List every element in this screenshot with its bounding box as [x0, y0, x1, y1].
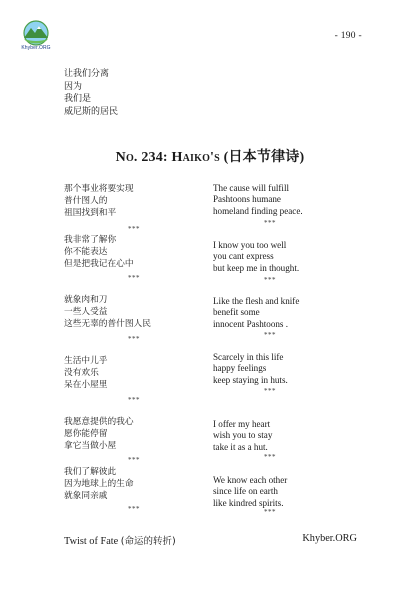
stanza-separator: *** [264, 331, 276, 339]
stanza-separator: *** [128, 396, 140, 404]
chinese-line: 呆在小屋里 [64, 380, 108, 390]
english-line: take it as a hut. [213, 441, 268, 452]
chinese-line: 一些人受益 [64, 307, 108, 317]
intro-line: 我们是 [64, 94, 92, 104]
chinese-line: 就象同亲戚 [64, 491, 108, 501]
english-line: Like the flesh and knife [213, 296, 300, 306]
intro-stanza [64, 68, 118, 118]
stanza-separator: *** [264, 219, 276, 227]
stanza-separator: *** [264, 276, 276, 284]
stanza-chinese [64, 416, 134, 452]
stanza-separator: *** [264, 387, 276, 395]
english-line: happy feelings [213, 363, 267, 374]
stanza-chinese [64, 466, 134, 502]
footer-title-english: Twist of Fate [64, 536, 121, 547]
english-line: homeland finding peace. [213, 205, 303, 216]
footer-site-name: Khyber.ORG [302, 533, 357, 544]
poem-title [0, 146, 420, 166]
stanza-english [213, 296, 299, 330]
title-number: No. 234: [115, 150, 172, 165]
chinese-line: 生活中儿乎 [64, 356, 108, 366]
english-line: wish you to stay [213, 430, 273, 441]
logo-text: Khyber.ORG [21, 45, 51, 51]
stanza-english [213, 475, 287, 509]
stanza-separator: *** [128, 505, 140, 513]
english-line: keep staying in huts. [213, 374, 288, 385]
intro-line: 因为 [64, 81, 83, 92]
khyber-logo [15, 20, 57, 52]
page-number: - 190 - [334, 31, 362, 41]
chinese-line: 我愿意提供的我心 [64, 417, 134, 427]
stanza-english [213, 419, 272, 453]
footer-title-chinese: (命运的转折) [120, 536, 176, 547]
english-line: I know you too well [213, 240, 287, 250]
chinese-line: 你不能表达 [64, 247, 108, 257]
intro-line: 让我们分离 [64, 69, 110, 79]
chinese-line: 普什图人的 [64, 196, 108, 206]
chinese-line: 因为地球上的生命 [64, 479, 134, 489]
chinese-line: 我们了解彼此 [64, 467, 117, 477]
english-line: The cause will fulfill [213, 183, 290, 193]
chinese-line: 我非常了解你 [64, 235, 117, 245]
english-line: I offer my heart [213, 419, 271, 429]
english-line: innocent Pashtoons . [213, 318, 289, 329]
intro-line: 威尼斯的居民 [64, 106, 119, 117]
footer-book-title [64, 533, 176, 547]
stanza-chinese [64, 183, 134, 219]
english-line: benefit some [213, 307, 260, 318]
stanza-chinese [64, 234, 134, 270]
stanza-separator: *** [264, 508, 276, 516]
english-line: since life on earth [213, 486, 278, 497]
stanza-separator: *** [264, 453, 276, 461]
chinese-line: 没有欢乐 [64, 368, 99, 378]
stanza-english [213, 183, 303, 217]
english-line: Pashtoons humane [213, 194, 281, 205]
english-line: you cant express [213, 251, 274, 262]
chinese-line: 愿你能停留 [64, 429, 108, 439]
chinese-line: 这些无辜的普什图人民 [64, 319, 151, 329]
chinese-line: 祖国找到和平 [64, 208, 117, 218]
chinese-line: 就象肉和刀 [64, 295, 108, 305]
title-chinese: (日本节律诗) [219, 150, 305, 165]
english-line: like kindred spirits. [213, 497, 284, 508]
english-line: We know each other [213, 475, 288, 485]
stanza-chinese [64, 294, 151, 330]
stanza-english [213, 352, 288, 386]
stanza-separator: *** [128, 335, 140, 343]
stanza-separator: *** [128, 274, 140, 282]
english-line: Scarcely in this life [213, 352, 284, 362]
stanza-english [213, 240, 299, 274]
stanza-chinese [64, 355, 107, 391]
stanza-separator: *** [128, 225, 140, 233]
mountain-logo-icon [21, 20, 51, 46]
chinese-line: 拿它当做小屋 [64, 441, 117, 451]
english-line: but keep me in thought. [213, 262, 300, 273]
stanza-separator: *** [128, 456, 140, 464]
chinese-line: 但是把我记在心中 [64, 259, 134, 269]
chinese-line: 那个事业将要实现 [64, 184, 134, 194]
title-main: Haiko's [171, 150, 220, 165]
